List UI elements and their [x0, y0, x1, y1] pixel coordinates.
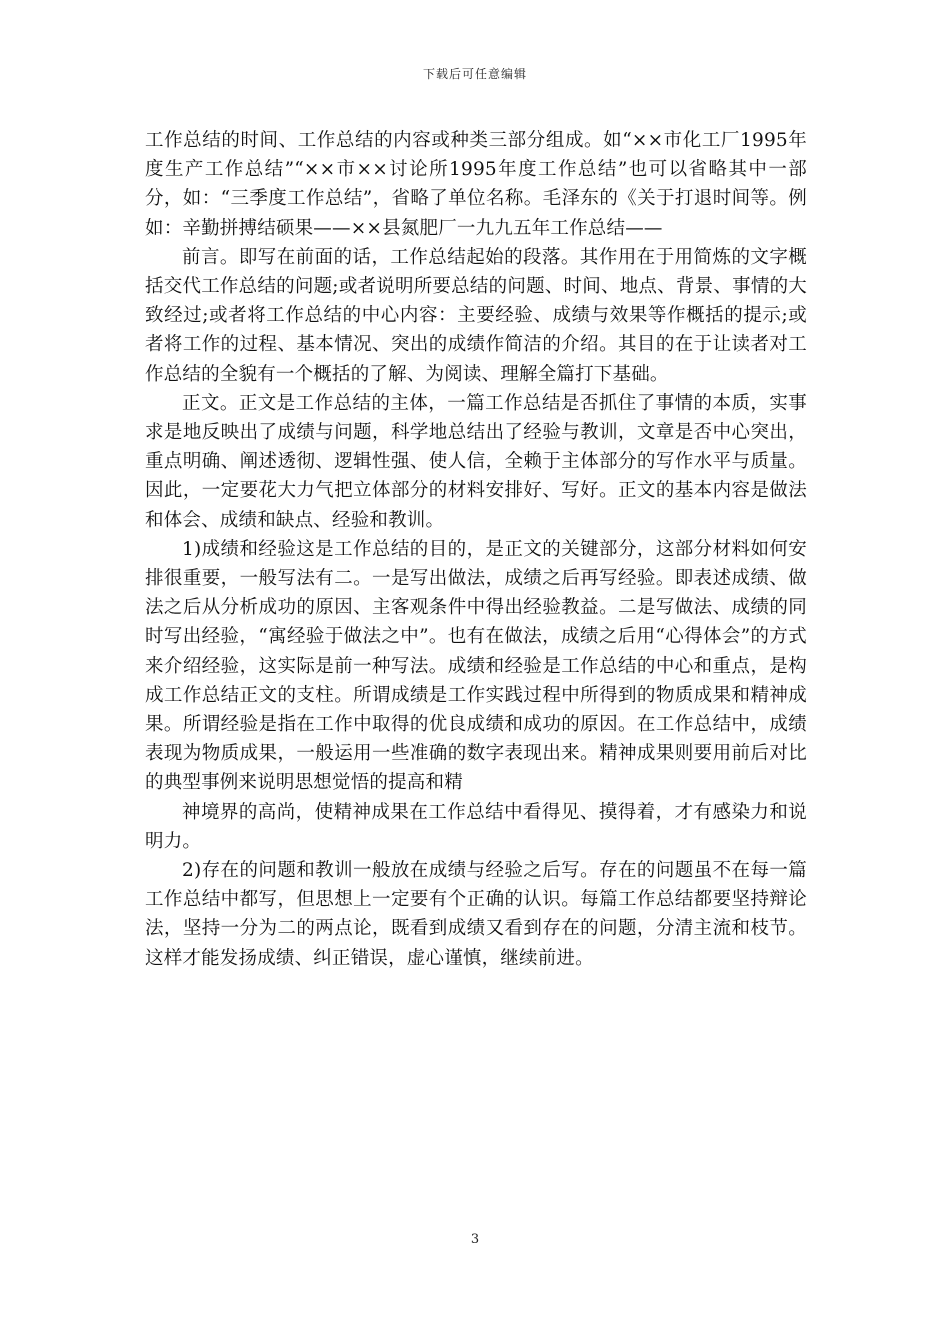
document-body	[145, 126, 807, 973]
paragraph-main-body: 正文。正文是工作总结的主体，一篇工作总结是否抓住了事情的本质，实事求是地反映出了成绩与问题，科学地总结出了经验与教训，文章是否中心突出，重点明确、阐述透彻、逻辑性强、使人信，全赖于主体部分的写作水平与质量。因此，一定要花大力气把立体部分的材料安排好、写好。正文的基本内容是做法和体会、成绩和缺点、经验和教训。	[145, 392, 807, 531]
page-header: 下载后可任意编辑	[422, 67, 527, 81]
paragraph-problems: 2)存在的问题和教训一般放在成绩与经验之后写。存在的问题虽不在每一篇工作总结中都写，但思想上一定要有个正确的认识。每篇工作总结都要坚持辩论法，坚持一分为二的两点论，既看到成绩又看到存在的问题，分清主流和枝节。这样才能发扬成绩、纠正错误，虚心谨慎，继续前进。	[145, 860, 807, 969]
paragraph-achievements: 1)成绩和经验这是工作总结的目的，是正文的关键部分，这部分材料如何安排很重要，一般写法有二。一是写出做法，成绩之后再写经验。即表述成绩、做法之后从分析成功的原因、主客观条件中得出经验教益。二是写做法、成绩的同时写出经验，“寓经验于做法之中”。也有在做法，成绩之后用“心得体会”的方式来介绍经验，这实际是前一种写法。成绩和经验是工作总结的中心和重点，是构成工作总结正文的支柱。所谓成绩是工作实践过程中所得到的物质成果和精神成果。所谓经验是指在工作中取得的优良成绩和成功的原因。在工作总结中，成绩表现为物质成果，一般运用一些准确的数字表现出来。精神成果则要用前后对比的典型事例来说明思想觉悟的提高和精	[145, 538, 807, 794]
paragraph-spiritual: 神境界的高尚，使精神成果在工作总结中看得见、摸得着，才有感染力和说明力。	[145, 801, 807, 852]
paragraph-preface: 前言。即写在前面的话，工作总结起始的段落。其作用在于用简炼的文字概括交代工作总结的问题;或者说明所要总结的问题、时间、地点、背景、事情的大致经过;或者将工作总结的中心内容：主要经验、成绩与效果等作概括的提示;或者将工作的过程、基本情况、突出的成绩作简洁的介绍。其目的在于让读者对工作总结的全貌有一个概括的了解、为阅读、理解全篇打下基础。	[145, 246, 807, 385]
paragraph-title-format: 工作总结的时间、工作总结的内容或种类三部分组成。如“××市化工厂1995年度生产工作总结”“××市××讨论所1995年度工作总结”也可以省略其中一部分，如：“三季度工作总结”，省略了单位名称。毛泽东的《关于打退时间等。例如：辛勤拼搏结硕果——××县氮肥厂一九九五年工作总结——	[145, 130, 807, 239]
page-number: 3	[470, 1232, 480, 1247]
